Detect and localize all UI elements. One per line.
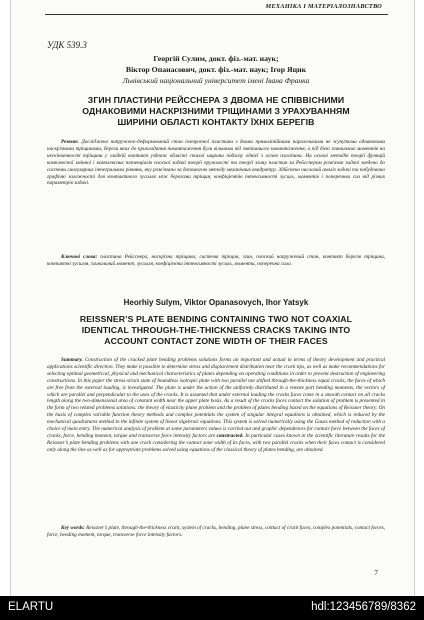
running-header: МЕХАНІКА І МАТЕРІАЛОЗНАВСТВО bbox=[265, 3, 382, 10]
title-line: REISSNER’S PLATE BENDING CONTAINING TWO NOT COAXIAL bbox=[79, 314, 353, 324]
authors-english: Heorhiy Sulym, Viktor Opanasovych, Ihor Yatsyk bbox=[123, 298, 309, 307]
title-line: IDENTICAL THROUGH-THE-THICKNESS CRACKS TAKING INTO bbox=[81, 325, 351, 336]
abstract-label: Резюме. bbox=[61, 139, 79, 145]
keywords-english bbox=[47, 525, 385, 539]
title-line: ЗГИН ПЛАСТИНИ РЕЙССНЕРА З ДВОМА НЕ СПІВВІСНИМИ bbox=[87, 95, 345, 105]
keywords-ukrainian bbox=[47, 254, 385, 268]
summary-text: Construction of the cracked plate bending problems solutions forms an important and actual in terms of theory development and practical applications scientific direction. They make it possible to determine stress and displacement distribution near the crack tips, as well as make recommendations for selecting optimal geometrical, physical and mechanical characteristics of plates depending on operating conditions in order to prevent destruction of engineering constructions. In this paper the stress-strain state of boundless isotropic plate with two parallel not shifted through-the-thickness equal cracks, the faces of which are free from the external loading, is investigated. The plate is under the action of the uniformly distributed in a remote part bending moments, the vectors of which are parallel and perpendicular to the axes of the cracks. It is assumed that under external loading the cracks faces come in a smooth contact on all cracks length along the two-dimensional area of constant width near the upper plate basis. As a result of the cracks faces contact the solution of problem is presented in the form of two related problems solutions: the theory of elasticity plane problem and the problem of plates bending based on the equations of Reissner theory. On the basis of complex variable function theory methods and complex potentials the system of singular integral equations is obtained, which is reduced by the mechanical quadratures method to the infinite system of linear algebraic equations. This system is solved numerically using the Gauss method of reduction with a choice of main entry. The numerical analysis of problem at some parameters values is carried out and graphic dependences for contact force between the faces of cracks, force, bending moment, torque and transverse force intensity factors are bbox=[47, 357, 386, 439]
page-number: 7 bbox=[374, 568, 378, 577]
title-english bbox=[47, 314, 385, 348]
title-line: ШИРИНИ ОБЛАСТІ КОНТАКТУ ЇХНІХ БЕРЕГІВ bbox=[117, 117, 315, 128]
repository-footer bbox=[0, 596, 424, 620]
handle-id: hdl:123456789/8362 bbox=[311, 601, 416, 613]
affiliation: Львівський національний університет імені Івана Франка bbox=[122, 76, 310, 85]
summary-english bbox=[47, 357, 385, 454]
authors-line: Георгій Сулим, докт. фіз.-мат. наук; bbox=[153, 54, 279, 63]
udc-code: УДК 539.3 bbox=[47, 40, 87, 50]
summary-label: Summary. bbox=[61, 357, 83, 363]
header-rule bbox=[45, 14, 388, 15]
title-line: ACCOUNT CONTACT ZONE WIDTH OF THEIR FACES bbox=[104, 336, 328, 347]
summary-text-continued: . In particular cases known in the scientific literature results for the Reissner’s plate bending problems with one crack considering the contact zone width of its faces, with two parallel cracks when their faces contact is considered only along the line as well as for appropriate problems solved using equations of the classical theory of plates bending, are obtained. bbox=[47, 432, 386, 453]
abstract-text: Досліджено напружено-деформований стан ізотропної пластини з двома прямолінійними паралельними не зсунутими однаковими наскрізними тріщинами, береги яких до прикладання навантаження були вільними від зовнішнього навантаження, а під дією згинальних моментів на нескінченності тріщини у гладкій контакт уздовж області сталої ширини поблизу однієї з основ пластини. На основі методів теорії функцій комплексної змінної і комплексних потенціалів плоскої задачі теорії пружності та теорії згину пластин за Рейсснером розв'язок задачі зведено до системи сингулярних інтегральних рівнянь, яку розв'язано за допомогою методу механічних квадратур. Здійснено числовий аналіз задачі та побудовано графічні залежності для контактного зусилля між берегами тріщин, коефіцієнтів інтенсивності зусиль, моментів і поперечних сил від різних параметрів задачі. bbox=[47, 139, 385, 187]
title-line: ОДНАКОВИМИ НАСКРІЗНИМИ ТРІЩИНАМИ З УРАХУВАННЯМ bbox=[82, 106, 350, 117]
abstract-ukrainian bbox=[47, 139, 385, 187]
title-ukrainian bbox=[47, 95, 385, 129]
authors-line: Віктор Опанасович, докт. фіз.-мат. наук; Ігор Яцик bbox=[125, 64, 307, 74]
keywords-text: Reissner’s plate, through-the-thickness crack, system of cracks, bending, plane stress, contact of crack faces, complex potentials, contact forces, force, bending moment, torque, transverse force intensity factors. bbox=[47, 525, 386, 538]
keywords-label: Key words: bbox=[61, 525, 85, 531]
authors-ukrainian bbox=[47, 54, 385, 75]
keywords-text: пластина Рейсснера, наскрізна тріщина, система тріщин, згин, плоский напружений стан, контакт берегів тріщини, контактні зусилля, згинальний момент, зусилля, коефіцієнти інтенсивності зусиль, моменти, поперечна сила. bbox=[47, 254, 385, 267]
keywords-label: Ключові слова: bbox=[61, 254, 98, 260]
repository-name: ELARTU bbox=[8, 601, 54, 613]
journal-page bbox=[10, 0, 415, 596]
summary-bold-word: constructed bbox=[216, 432, 243, 439]
